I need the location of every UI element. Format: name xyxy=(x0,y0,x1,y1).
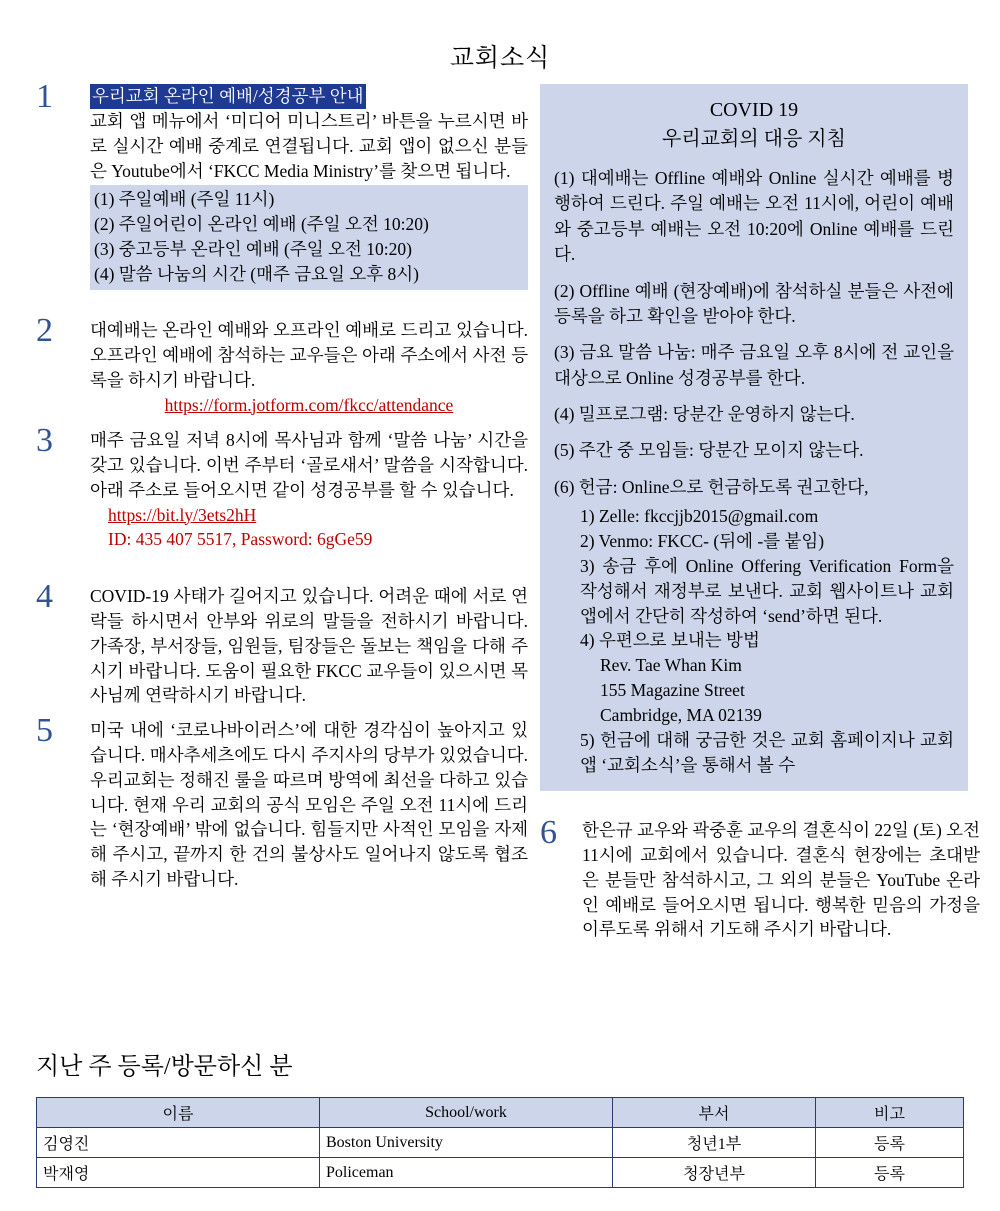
cell-note: 등록 xyxy=(816,1128,964,1158)
covid-title-line-1: COVID 19 xyxy=(709,99,799,121)
table-header-row xyxy=(37,1098,964,1128)
item-4-paragraph: COVID-19 사태가 길어지고 있습니다. 어려운 때에 서로 연락들 하시면서 안부와 위로의 말들을 전하시기 바랍니다. 가족장, 부서장들, 임원들, 팀장들은 돌보는 책임을 다해 주시기 바랍니다. 도움이 필요한 FKCC 교우들이 있으시면 목사님께 연락하시기 바랍니다. xyxy=(90,586,528,706)
news-item-4 xyxy=(36,578,528,712)
covid-paragraph: (4) 밀프로그램: 당분간 운영하지 않는다. xyxy=(554,404,855,424)
mailing-address-line: 155 Magazine Street xyxy=(600,680,745,701)
list-item: (2) 주일어린이 온라인 예배 (주일 오전 10:20) xyxy=(94,214,429,235)
list-item: (3) 중고등부 온라인 예배 (주일 오전 10:20) xyxy=(94,239,412,260)
cell-school-work: Policeman xyxy=(320,1158,613,1188)
item-6-paragraph: 한은규 교우와 곽중훈 교우의 결혼식이 22일 (토) 오전 11시에 교회에서 있습니다. 결혼식 현장에는 초대받은 분들만 참석하시고, 그 외의 분들은 YouTube 온라인 예배로 들어오시면 됩니다. 행복한 믿음의 가정을 이루도록 위해서 기도해 주시기 바랍니다. xyxy=(582,820,980,940)
page-title: 교회소식 xyxy=(449,45,551,72)
covid-sub-item: 2) Venmo: FKCC- (뒤에 -를 붙임) xyxy=(580,530,825,551)
cell-department: 청년1부 xyxy=(613,1128,816,1158)
covid-sub-item: 3) 송금 후에 Online Offering Verification Form을 작성해서 재정부로 보낸다. 교회 웹사이트나 교회 앱에서 간단히 작성하여 ‘send’하면 된다. xyxy=(580,555,954,626)
covid-paragraph: (5) 주간 중 모임들: 당분간 모이지 않는다. xyxy=(554,440,864,461)
table-row xyxy=(37,1158,964,1188)
item-number-2: 2 xyxy=(36,312,53,349)
cell-name: 김영진 xyxy=(37,1128,320,1158)
left-column xyxy=(36,78,528,898)
column-header-department: 부서 xyxy=(613,1098,816,1128)
item-3-paragraph: 매주 금요일 저녁 8시에 목사님과 함께 ‘말씀 나눔’ 시간을 갖고 있습니다. 이번 주부터 ‘골로새서’ 말씀을 시작합니다. 아래 주소로 들어오시면 같이 성경공부를 할 수 있습니다. xyxy=(90,430,528,500)
item-2-paragraph: 대예배는 온라인 예배와 오프라인 예배로 드리고 있습니다. 오프라인 예배에 참석하는 교우들은 아래 주소에서 사전 등록을 하시기 바랍니다. xyxy=(90,320,528,390)
bible-study-link[interactable]: https://bit.ly/3ets2hH xyxy=(108,504,257,525)
covid-sub-item-last: 5) 헌금에 대해 궁금한 것은 교회 홈페이지나 교회 앱 ‘교회소식’을 통해서 볼 수 xyxy=(580,729,954,775)
visitors-section-title: 지난 주 등록/방문하신 분 xyxy=(36,1054,293,1080)
table-row xyxy=(37,1128,964,1158)
news-item-5 xyxy=(36,712,528,892)
item-number-3: 3 xyxy=(36,422,53,459)
item-1-content xyxy=(90,84,528,290)
attendance-form-link[interactable]: https://form.jotform.com/fkcc/attendance xyxy=(164,394,454,415)
item-1-list xyxy=(90,185,528,289)
list-item: (4) 말씀 나눔의 시간 (매주 금요일 오후 8시) xyxy=(94,263,420,284)
item-number-6: 6 xyxy=(540,814,557,851)
meeting-credentials: ID: 435 407 5517, Password: 6gGe59 xyxy=(108,529,373,550)
covid-paragraph: (1) 대예배는 Offline 예배와 Online 실시간 예배를 병행하여 드린다. 주일 예배는 오전 11시에, 어린이 예배와 중고등부 예배는 오전 10:20에 Online 예배를 드린다. xyxy=(554,168,954,265)
cell-name: 박재영 xyxy=(37,1158,320,1188)
item-2-content xyxy=(90,318,528,417)
item-number-5: 5 xyxy=(36,712,53,749)
item-1-heading: 우리교회 온라인 예배/성경공부 안내 xyxy=(90,84,366,109)
news-item-6 xyxy=(540,814,980,942)
covid-sub-item: 1) Zelle: fkccjjb2015@gmail.com xyxy=(580,506,819,527)
visitors-table xyxy=(36,1097,964,1188)
covid-guidelines-box xyxy=(540,84,968,791)
item-number-1: 1 xyxy=(36,78,53,115)
mailing-address-line: Rev. Tae Whan Kim xyxy=(600,655,742,676)
covid-title-line-2: 우리교회의 대응 지침 xyxy=(662,128,846,150)
covid-paragraph: (3) 금요 말씀 나눔: 매주 금요일 오후 8시에 전 교인을 대상으로 Online 성경공부를 한다. xyxy=(554,342,954,388)
news-item-3 xyxy=(36,422,528,578)
cell-note: 등록 xyxy=(816,1158,964,1188)
item-1-paragraph: 교회 앱 메뉴에서 ‘미디어 미니스트리’ 바튼을 누르시면 바로 실시간 예배 중계로 연결됩니다. 교회 앱이 없으신 분들은 Youtube에서 ‘FKCC Media Ministry’를 찾으면 됩니다. xyxy=(90,110,528,181)
news-item-1 xyxy=(36,78,528,312)
column-header-name: 이름 xyxy=(37,1098,320,1128)
covid-paragraph: (6) 헌금: Online으로 헌금하도록 권고한다, xyxy=(554,476,869,497)
cell-department: 청장년부 xyxy=(613,1158,816,1188)
covid-paragraph: (2) Offline 예배 (현장예배)에 참석하실 분들은 사전에 등록을 하고 확인을 받아야 한다. xyxy=(554,280,954,326)
column-header-school-work: School/work xyxy=(320,1098,613,1128)
covid-box-title xyxy=(554,96,954,154)
cell-school-work: Boston University xyxy=(320,1128,613,1158)
item-5-paragraph: 미국 내에 ‘코로나바이러스’에 대한 경각심이 높아지고 있습니다. 매사추세츠에도 다시 주지사의 당부가 있었습니다. 우리교회는 정해진 룰을 따르며 방역에 최선을 다하고 있습니다. 현재 우리 교회의 공식 모임은 주일 오전 11시에 드리는 ‘현장예배’ 밖에 없습니다. 힘들지만 사적인 모임을 자제해 주시고, 끝까지 한 건의 불상사도 일어나지 않도록 협조해 주시기 바랍니다. xyxy=(90,720,528,890)
news-item-2 xyxy=(36,312,528,422)
list-item: (1) 주일예배 (주일 11시) xyxy=(94,189,275,210)
item-number-4: 4 xyxy=(36,578,53,615)
item-3-content xyxy=(90,428,528,552)
column-header-note: 비고 xyxy=(816,1098,964,1128)
mailing-address-line: Cambridge, MA 02139 xyxy=(600,704,762,725)
covid-sub-item: 4) 우편으로 보내는 방법 xyxy=(580,630,760,651)
